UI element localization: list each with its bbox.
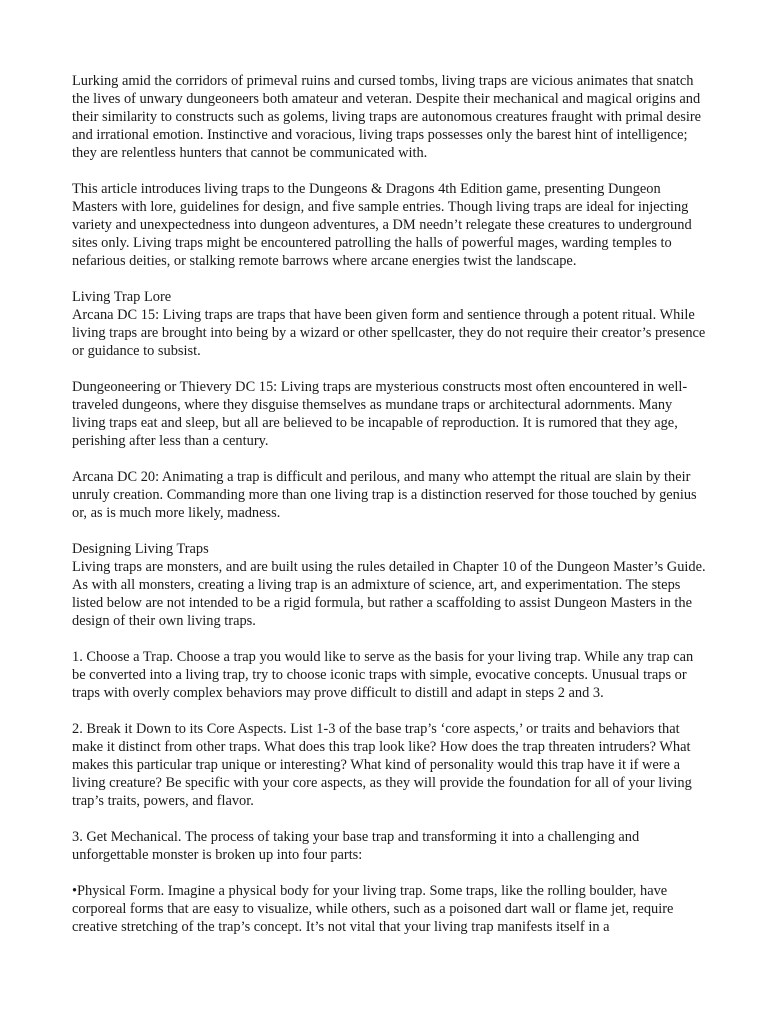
design-step-2: 2. Break it Down to its Core Aspects. List 1-3 of the base trap’s ‘core aspects,’ or traits and behaviors that make it distinct from other traps. What does this trap look like? How does the trap threaten intruders? What makes this particular trap unique or interesting? What kind of personality would this trap have it if were a living creature? Be specific with your core aspects, as they will provide the foundation for all of your living trap’s traits, powers, and flavor. <box>72 721 692 809</box>
lore-dungeoneering-dc15: Dungeoneering or Thievery DC 15: Living traps are mysterious constructs most often encountered in well-traveled dungeons, where they disguise themselves as mundane traps or architectural adornments. Many living traps eat and sleep, but all are believed to be incapable of reproduction. It is rumored that they age, perishing after less than a century. <box>72 379 688 449</box>
intro-paragraph-1: Lurking amid the corridors of primeval ruins and cursed tombs, living traps are vicious animates that snatch the lives of unwary dungeoneers both amateur and veteran. Despite their mechanical and magical origins and their similarity to constructs such as golems, living traps are autonomous creatures fraught with primal desire and irrational emotion. Instinctive and voracious, living traps possesses only the barest hint of intelligence; they are relentless hunters that cannot be communicated with. <box>72 73 702 161</box>
lore-arcana-dc20: Arcana DC 20: Animating a trap is difficult and perilous, and many who attempt the ritual are slain by their unruly creation. Commanding more than one living trap is a distinction reserved for those touched by genius or, as is much more likely, madness. <box>72 469 697 521</box>
design-intro: Living traps are monsters, and are built using the rules detailed in Chapter 10 of the Dungeon Master’s Guide. As with all monsters, creating a living trap is an admixture of science, art, and experimentation. The steps listed below are not intended to be a rigid formula, but rather a scaffolding to assist Dungeon Masters in the design of their own living traps. <box>72 559 706 629</box>
section-designing-living-traps <box>72 540 708 630</box>
design-bullet-physical-form: •Physical Form. Imagine a physical body for your living trap. Some traps, like the rolling boulder, have corporeal forms that are easy to visualize, while others, such as a poisoned dart wall or flame jet, require creative stretching of the trap’s concept. It’s not vital that your living trap manifests itself in a <box>72 883 674 935</box>
intro-paragraph-2: This article introduces living traps to the Dungeons & Dragons 4th Edition game, presenting Dungeon Masters with lore, guidelines for design, and five sample entries. Though living traps are ideal for injecting variety and unexpectedness into dungeon adventures, a DM needn’t relegate these creatures to underground sites only. Living traps might be encountered patrolling the halls of powerful mages, warding temples to nefarious deities, or stalking remote barrows where arcane energies twist the landscape. <box>72 181 692 269</box>
lore-arcana-dc15: Arcana DC 15: Living traps are traps that have been given form and sentience through a potent ritual. While living traps are brought into being by a wizard or other spellcaster, they do not require their creator’s presence or guidance to subsist. <box>72 307 706 359</box>
document-body <box>72 72 708 936</box>
design-step-1: 1. Choose a Trap. Choose a trap you would like to serve as the basis for your living trap. While any trap can be converted into a living trap, try to choose iconic traps with simple, evocative concepts. Unusual traps or traps with overly complex behaviors may prove difficult to distill and adapt in steps 2 and 3. <box>72 649 694 701</box>
heading-living-trap-lore: Living Trap Lore <box>72 289 172 305</box>
design-step-3: 3. Get Mechanical. The process of taking your base trap and transforming it into a challenging and unforgettable monster is broken up into four parts: <box>72 829 640 863</box>
heading-designing-living-traps: Designing Living Traps <box>72 541 209 557</box>
section-living-trap-lore <box>72 288 708 360</box>
